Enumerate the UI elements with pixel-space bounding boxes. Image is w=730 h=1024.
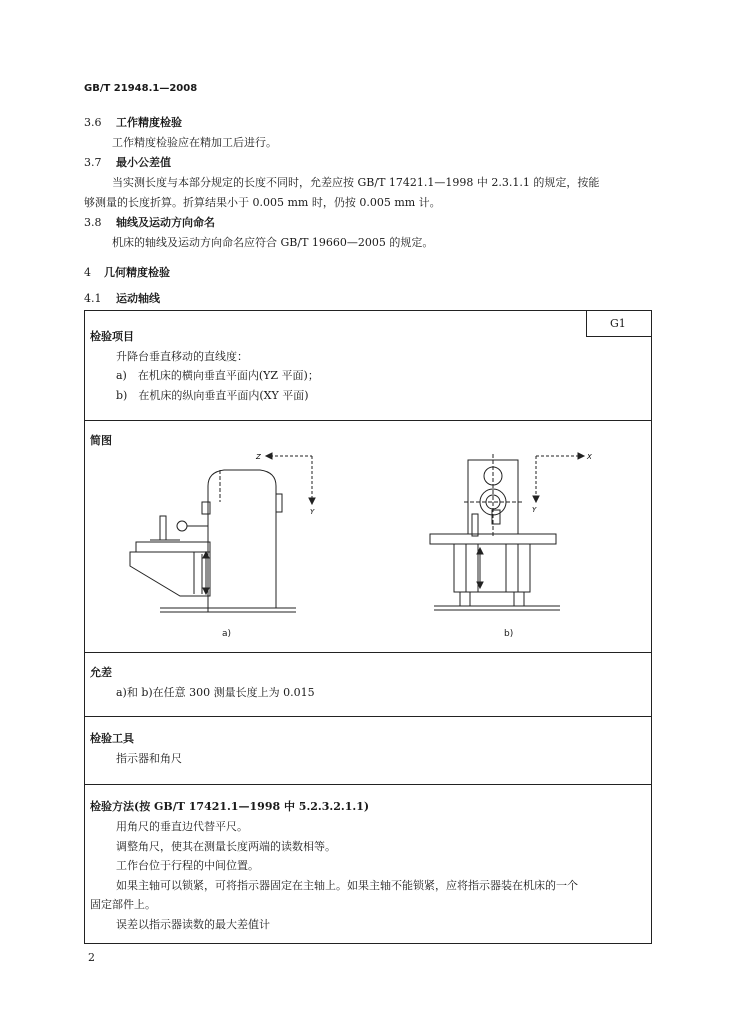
- box-right-border: [651, 310, 652, 944]
- box-bottom-border: [84, 943, 652, 944]
- code-cell-bottom-border: [586, 336, 652, 337]
- divider-tools-method: [84, 784, 652, 785]
- figure-b-caption: b): [504, 629, 514, 639]
- diagram-b: [420, 446, 600, 646]
- section-3-6-body: 工作精度检验应在精加工后进行。: [112, 136, 277, 149]
- tolerance-text: a)和 b)在任意 300 测量长度上为 0.015: [116, 686, 315, 699]
- divider-item-figure: [84, 420, 652, 421]
- axis-y-label-a: Y: [310, 508, 315, 516]
- method-step-4-line1: 如果主轴可以锁紧，可将指示器固定在主轴上。如果主轴不能锁紧，应将指示器装在机床的一个: [116, 879, 578, 892]
- section-3-8-number: 3.8: [84, 216, 102, 229]
- worktable: [136, 542, 210, 552]
- indicator-dial: [177, 521, 187, 531]
- section-3-7-number: 3.7: [84, 156, 102, 169]
- section-4-1-number: 4.1: [84, 292, 102, 305]
- section-3-7-title: 最小公差值: [116, 156, 171, 169]
- code-cell-left-border: [586, 310, 587, 337]
- tools-label: 检验工具: [90, 732, 134, 745]
- method-step-5: 误差以指示器读数的最大差值计: [116, 918, 270, 931]
- axis-z-label: Z: [256, 453, 261, 461]
- section-3-8-title: 轴线及运动方向命名: [116, 216, 215, 229]
- section-3-7-body-line1: 当实测长度与本部分规定的长度不同时，允差应按 GB/T 17421.1—1998 中 2.3.1.1 的规定，按能: [112, 176, 600, 189]
- method-step-1: 用角尺的垂直边代替平尺。: [116, 820, 248, 833]
- divider-tolerance-tools: [84, 716, 652, 717]
- tolerance-label: 允差: [90, 666, 112, 679]
- method-step-4-line2: 固定部件上。: [90, 898, 156, 911]
- item-description: 升降台垂直移动的直线度：: [116, 350, 248, 363]
- item-b: b) 在机床的纵向垂直平面内(XY 平面): [116, 389, 309, 402]
- check-code: G1: [610, 317, 626, 330]
- box-top-border: [84, 310, 652, 311]
- divider-figure-tolerance: [84, 652, 652, 653]
- standard-number: GB/T 21948.1—2008: [84, 83, 198, 94]
- item-label: 检验项目: [90, 330, 134, 343]
- section-4-title: 几何精度检验: [104, 266, 170, 279]
- section-3-8-body: 机床的轴线及运动方向命名应符合 GB/T 19660—2005 的规定。: [112, 236, 434, 249]
- method-step-3: 工作台位于行程的中间位置。: [116, 859, 259, 872]
- method-step-2: 调整角尺，使其在测量长度两端的读数相等。: [116, 840, 336, 853]
- section-4-1-title: 运动轴线: [116, 292, 160, 305]
- section-3-6-title: 工作精度检验: [116, 116, 182, 129]
- knee: [130, 552, 210, 596]
- axis-y-label-b: Y: [532, 506, 537, 514]
- axis-x-label: X: [587, 453, 592, 461]
- box-left-border: [84, 310, 85, 944]
- section-3-7-body-line2: 够测量的长度折算。折算结果小于 0.005 mm 时，仍按 0.005 mm 计。: [84, 196, 441, 209]
- column-outline: [208, 470, 276, 606]
- figure-label: 简图: [90, 434, 112, 447]
- item-a: a) 在机床的横向垂直平面内(YZ 平面)；: [116, 369, 319, 382]
- page-number: 2: [88, 951, 95, 964]
- figure-a-caption: a): [222, 629, 232, 639]
- method-label: 检验方法(按 GB/T 17421.1—1998 中 5.2.3.2.1.1): [90, 800, 370, 813]
- section-3-6-number: 3.6: [84, 116, 102, 129]
- diagram-a: [120, 446, 330, 646]
- section-4-number: 4: [84, 266, 91, 279]
- tools-text: 指示器和角尺: [116, 752, 182, 765]
